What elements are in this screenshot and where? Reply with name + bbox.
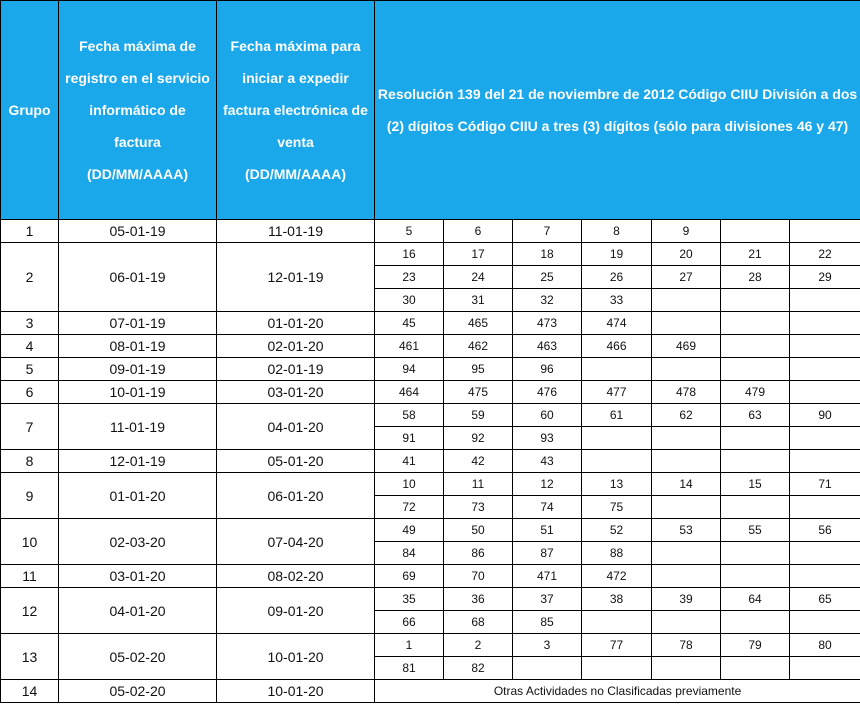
header-expedir-line: iniciar a expedir — [242, 70, 349, 86]
ciiu-code-cell: 45 — [375, 312, 444, 335]
ciiu-code-cell: 27 — [652, 266, 721, 289]
ciiu-code-cell: 12 — [513, 473, 582, 496]
ciiu-code-cell: 66 — [375, 611, 444, 634]
ciiu-code-cell: 60 — [513, 404, 582, 427]
ciiu-code-cell: 31 — [444, 289, 513, 312]
ciiu-code-cell: 70 — [444, 565, 513, 588]
ciiu-code-cell: 77 — [582, 634, 652, 657]
ciiu-code-cell — [790, 220, 860, 243]
ciiu-code-cell — [652, 611, 721, 634]
ciiu-code-cell: 84 — [375, 542, 444, 565]
otras-actividades-note: Otras Actividades no Clasificadas previamente — [375, 680, 860, 703]
grupo-cell: 11 — [1, 565, 59, 588]
ciiu-code-cell — [721, 611, 790, 634]
ciiu-code-cell — [790, 358, 860, 381]
header-expedir-line: Fecha máxima para — [230, 38, 361, 54]
ciiu-code-cell: 91 — [375, 427, 444, 450]
ciiu-code-cell — [790, 312, 860, 335]
ciiu-code-cell: 53 — [652, 519, 721, 542]
header-resolucion-line: (2) dígitos Código CIIU a tres (3) dígitos (sólo para divisiones 46 y 47) — [386, 118, 849, 134]
ciiu-code-cell: 73 — [444, 496, 513, 519]
ciiu-code-cell — [790, 657, 860, 680]
ciiu-code-cell: 55 — [721, 519, 790, 542]
ciiu-code-cell: 9 — [652, 220, 721, 243]
grupo-cell: 7 — [1, 404, 59, 450]
ciiu-code-cell: 72 — [375, 496, 444, 519]
table-row — [1, 519, 860, 542]
ciiu-code-cell: 466 — [582, 335, 652, 358]
header-expedir-line: (DD/MM/AAAA) — [244, 166, 347, 182]
header-registro-line: informático de — [89, 102, 186, 118]
table-row — [1, 473, 860, 496]
ciiu-code-cell: 92 — [444, 427, 513, 450]
header-expedir-line: factura electrónica de — [223, 102, 368, 118]
ciiu-code-cell — [790, 542, 860, 565]
ciiu-code-cell — [721, 358, 790, 381]
ciiu-code-cell: 93 — [513, 427, 582, 450]
ciiu-code-cell — [721, 657, 790, 680]
ciiu-code-cell — [721, 496, 790, 519]
table-body — [1, 220, 860, 703]
registro-date-cell: 10-01-19 — [59, 381, 217, 404]
ciiu-code-cell: 463 — [513, 335, 582, 358]
ciiu-code-cell: 35 — [375, 588, 444, 611]
ciiu-code-cell — [790, 289, 860, 312]
table-row — [1, 243, 860, 266]
ciiu-code-cell: 18 — [513, 243, 582, 266]
ciiu-code-cell: 475 — [444, 381, 513, 404]
ciiu-code-cell — [652, 565, 721, 588]
ciiu-code-cell: 28 — [721, 266, 790, 289]
header-grupo-label: Grupo — [8, 102, 51, 118]
ciiu-code-cell: 68 — [444, 611, 513, 634]
header-registro — [59, 1, 217, 220]
ciiu-code-cell — [790, 496, 860, 519]
ciiu-code-cell — [790, 611, 860, 634]
ciiu-code-cell — [582, 427, 652, 450]
header-expedir-line: venta — [277, 134, 314, 150]
ciiu-code-cell: 71 — [790, 473, 860, 496]
ciiu-code-cell: 10 — [375, 473, 444, 496]
ciiu-code-cell: 63 — [721, 404, 790, 427]
ciiu-code-cell — [652, 450, 721, 473]
ciiu-code-cell: 58 — [375, 404, 444, 427]
ciiu-code-cell: 61 — [582, 404, 652, 427]
ciiu-code-cell — [790, 565, 860, 588]
ciiu-code-cell: 479 — [721, 381, 790, 404]
ciiu-code-cell: 81 — [375, 657, 444, 680]
ciiu-code-cell — [582, 611, 652, 634]
ciiu-code-cell: 90 — [790, 404, 860, 427]
ciiu-code-cell: 461 — [375, 335, 444, 358]
grupo-cell: 5 — [1, 358, 59, 381]
expedir-date-cell: 09-01-20 — [217, 588, 375, 634]
ciiu-code-cell — [790, 450, 860, 473]
ciiu-code-cell — [790, 381, 860, 404]
header-row — [1, 1, 860, 220]
expedir-date-cell: 06-01-20 — [217, 473, 375, 519]
ciiu-code-cell: 80 — [790, 634, 860, 657]
ciiu-code-cell: 96 — [513, 358, 582, 381]
expedir-date-cell: 01-01-20 — [217, 312, 375, 335]
ciiu-code-cell: 82 — [444, 657, 513, 680]
table-row — [1, 634, 860, 657]
grupo-cell: 10 — [1, 519, 59, 565]
ciiu-code-cell: 15 — [721, 473, 790, 496]
ciiu-code-cell: 471 — [513, 565, 582, 588]
ciiu-code-cell: 69 — [375, 565, 444, 588]
grupo-cell: 13 — [1, 634, 59, 680]
grupo-cell: 6 — [1, 381, 59, 404]
ciiu-code-cell: 37 — [513, 588, 582, 611]
ciiu-code-cell: 473 — [513, 312, 582, 335]
ciiu-code-cell: 43 — [513, 450, 582, 473]
grupo-cell: 2 — [1, 243, 59, 312]
registro-date-cell: 12-01-19 — [59, 450, 217, 473]
ciiu-code-cell — [721, 312, 790, 335]
ciiu-code-cell: 476 — [513, 381, 582, 404]
registro-date-cell: 08-01-19 — [59, 335, 217, 358]
ciiu-code-cell: 8 — [582, 220, 652, 243]
ciiu-code-cell: 14 — [652, 473, 721, 496]
ciiu-code-cell: 78 — [652, 634, 721, 657]
ciiu-code-cell: 11 — [444, 473, 513, 496]
expedir-date-cell: 04-01-20 — [217, 404, 375, 450]
ciiu-code-cell — [652, 289, 721, 312]
registro-date-cell: 02-03-20 — [59, 519, 217, 565]
ciiu-code-cell: 474 — [582, 312, 652, 335]
ciiu-code-cell: 469 — [652, 335, 721, 358]
ciiu-code-cell — [721, 450, 790, 473]
ciiu-code-cell — [652, 358, 721, 381]
ciiu-code-cell: 79 — [721, 634, 790, 657]
ciiu-code-cell: 5 — [375, 220, 444, 243]
ciiu-code-cell: 56 — [790, 519, 860, 542]
ciiu-code-cell: 52 — [582, 519, 652, 542]
registro-date-cell: 03-01-20 — [59, 565, 217, 588]
ciiu-code-cell: 478 — [652, 381, 721, 404]
grupo-cell: 8 — [1, 450, 59, 473]
expedir-date-cell: 12-01-19 — [217, 243, 375, 312]
ciiu-code-cell: 86 — [444, 542, 513, 565]
ciiu-code-cell — [790, 335, 860, 358]
header-registro-line: (DD/MM/AAAA) — [86, 166, 189, 182]
ciiu-code-cell — [721, 335, 790, 358]
ciiu-code-cell: 74 — [513, 496, 582, 519]
ciiu-code-cell: 23 — [375, 266, 444, 289]
ciiu-code-cell — [652, 427, 721, 450]
ciiu-code-cell: 24 — [444, 266, 513, 289]
ciiu-code-cell — [652, 542, 721, 565]
ciiu-code-cell: 20 — [652, 243, 721, 266]
ciiu-code-cell: 75 — [582, 496, 652, 519]
registro-date-cell: 09-01-19 — [59, 358, 217, 381]
ciiu-code-cell: 25 — [513, 266, 582, 289]
ciiu-code-cell: 38 — [582, 588, 652, 611]
ciiu-code-cell: 59 — [444, 404, 513, 427]
table-row — [1, 404, 860, 427]
expedir-date-cell: 02-01-20 — [217, 335, 375, 358]
expedir-date-cell: 11-01-19 — [217, 220, 375, 243]
ciiu-code-cell: 29 — [790, 266, 860, 289]
ciiu-code-cell: 87 — [513, 542, 582, 565]
table-row — [1, 588, 860, 611]
header-registro-line: Fecha máxima de — [79, 38, 196, 54]
grupo-cell: 14 — [1, 680, 59, 703]
header-resolucion — [375, 1, 860, 220]
table-row — [1, 381, 860, 404]
grupo-cell: 4 — [1, 335, 59, 358]
ciiu-code-cell — [721, 565, 790, 588]
table-row — [1, 358, 860, 381]
registro-date-cell: 04-01-20 — [59, 588, 217, 634]
expedir-date-cell: 07-04-20 — [217, 519, 375, 565]
registro-date-cell: 05-02-20 — [59, 634, 217, 680]
expedir-date-cell: 08-02-20 — [217, 565, 375, 588]
header-grupo — [1, 1, 59, 220]
ciiu-code-cell: 26 — [582, 266, 652, 289]
ciiu-code-cell: 65 — [790, 588, 860, 611]
ciiu-code-cell: 85 — [513, 611, 582, 634]
ciiu-code-cell — [721, 289, 790, 312]
ciiu-code-cell: 51 — [513, 519, 582, 542]
grupo-cell: 9 — [1, 473, 59, 519]
ciiu-code-cell: 1 — [375, 634, 444, 657]
ciiu-code-cell: 30 — [375, 289, 444, 312]
ciiu-code-cell: 472 — [582, 565, 652, 588]
registro-date-cell: 05-02-20 — [59, 680, 217, 703]
ciiu-code-cell: 39 — [652, 588, 721, 611]
header-expedir — [217, 1, 375, 220]
registro-date-cell: 07-01-19 — [59, 312, 217, 335]
ciiu-code-cell: 49 — [375, 519, 444, 542]
expedir-date-cell: 10-01-20 — [217, 680, 375, 703]
ciiu-code-cell — [721, 542, 790, 565]
ciiu-code-cell: 464 — [375, 381, 444, 404]
ciiu-code-cell: 6 — [444, 220, 513, 243]
table-row — [1, 220, 860, 243]
header-resolucion-line: Resolución 139 del 21 de noviembre de 2012 Código CIIU División a dos — [377, 86, 858, 102]
ciiu-code-cell: 7 — [513, 220, 582, 243]
ciiu-code-cell: 477 — [582, 381, 652, 404]
ciiu-code-cell: 36 — [444, 588, 513, 611]
ciiu-code-cell: 13 — [582, 473, 652, 496]
ciiu-code-cell — [721, 220, 790, 243]
ciiu-code-cell — [652, 657, 721, 680]
registro-date-cell: 06-01-19 — [59, 243, 217, 312]
registro-date-cell: 01-01-20 — [59, 473, 217, 519]
header-registro-line: factura — [114, 134, 161, 150]
ciiu-code-cell — [582, 450, 652, 473]
table-row — [1, 335, 860, 358]
header-registro-line: registro en el servicio — [65, 70, 210, 86]
registro-date-cell: 05-01-19 — [59, 220, 217, 243]
ciiu-code-cell: 41 — [375, 450, 444, 473]
ciiu-code-cell — [513, 657, 582, 680]
ciiu-code-cell — [790, 427, 860, 450]
ciiu-code-cell — [721, 427, 790, 450]
ciiu-code-cell: 22 — [790, 243, 860, 266]
ciiu-code-cell: 64 — [721, 588, 790, 611]
ciiu-code-cell: 16 — [375, 243, 444, 266]
ciiu-code-cell: 2 — [444, 634, 513, 657]
ciiu-code-cell: 88 — [582, 542, 652, 565]
ciiu-code-cell — [582, 358, 652, 381]
ciiu-code-cell: 33 — [582, 289, 652, 312]
expedir-date-cell: 03-01-20 — [217, 381, 375, 404]
ciiu-code-cell: 3 — [513, 634, 582, 657]
expedir-date-cell: 10-01-20 — [217, 634, 375, 680]
expedir-date-cell: 02-01-19 — [217, 358, 375, 381]
ciiu-code-cell — [652, 496, 721, 519]
table-row — [1, 565, 860, 588]
ciiu-code-cell: 17 — [444, 243, 513, 266]
ciiu-code-cell: 19 — [582, 243, 652, 266]
grupo-cell: 3 — [1, 312, 59, 335]
ciiu-code-cell: 62 — [652, 404, 721, 427]
expedir-date-cell: 05-01-20 — [217, 450, 375, 473]
ciiu-code-cell: 465 — [444, 312, 513, 335]
grupo-cell: 1 — [1, 220, 59, 243]
table-row — [1, 312, 860, 335]
table-row — [1, 680, 860, 703]
grupo-cell: 12 — [1, 588, 59, 634]
ciiu-code-cell: 95 — [444, 358, 513, 381]
ciiu-code-cell: 94 — [375, 358, 444, 381]
ciiu-code-cell: 32 — [513, 289, 582, 312]
ciiu-code-cell — [652, 312, 721, 335]
ciiu-code-cell — [582, 657, 652, 680]
ciiu-code-cell: 42 — [444, 450, 513, 473]
table-row — [1, 450, 860, 473]
ciiu-code-cell: 50 — [444, 519, 513, 542]
registro-date-cell: 11-01-19 — [59, 404, 217, 450]
ciiu-code-cell: 21 — [721, 243, 790, 266]
ciiu-code-cell: 462 — [444, 335, 513, 358]
